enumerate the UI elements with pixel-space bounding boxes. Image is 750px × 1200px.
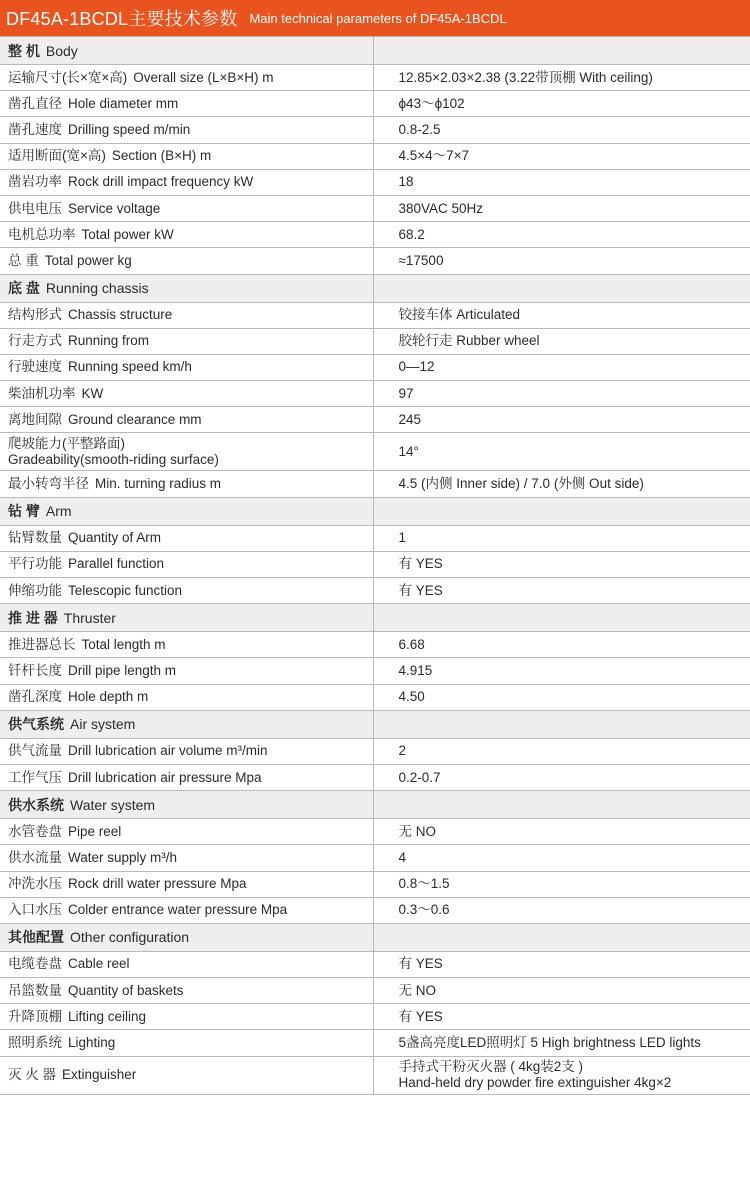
param-name-en: Min. turning radius m <box>95 476 222 492</box>
param-name-en: Lighting <box>68 1035 116 1051</box>
section-title-cn: 供气系统 <box>8 716 64 733</box>
param-name-cn: 升降顶棚 <box>8 1008 62 1024</box>
param-name-cell <box>0 1056 373 1094</box>
section-title-cn: 供水系统 <box>8 796 64 813</box>
param-value: 手持式干粉灭火器 ( 4kg装2支 ) <box>398 1059 584 1075</box>
section-title-cell <box>0 710 373 738</box>
param-value-cell <box>373 845 750 871</box>
param-value: 14° <box>398 443 419 459</box>
param-value: 4.915 <box>398 662 433 678</box>
table-row <box>0 433 750 471</box>
param-name-cn: 行走方式 <box>8 333 62 349</box>
table-row <box>0 951 750 977</box>
param-name-en: Running speed km/h <box>68 359 192 375</box>
param-value: ≈17500 <box>398 252 444 268</box>
table-row <box>0 381 750 407</box>
param-name-cell <box>0 819 373 845</box>
param-name-en: Pipe reel <box>68 823 122 839</box>
param-value-cell <box>373 632 750 658</box>
section-title-cell <box>0 791 373 819</box>
param-value: 无 NO <box>398 823 437 839</box>
section-value-cell <box>373 497 750 525</box>
param-name-cell <box>0 551 373 577</box>
table-row <box>0 978 750 1004</box>
param-value-cell <box>373 658 750 684</box>
param-name-cn: 吊篮数量 <box>8 982 62 998</box>
param-value: 18 <box>398 174 414 190</box>
param-value-cell <box>373 578 750 604</box>
param-name-cell <box>0 222 373 248</box>
param-name-en: Total length m <box>81 636 166 652</box>
section-value-cell <box>373 274 750 302</box>
table-row <box>0 525 750 551</box>
section-title-en: Arm <box>45 503 72 520</box>
param-value: 无 NO <box>398 982 437 998</box>
param-value-cell <box>373 951 750 977</box>
param-name-cell <box>0 328 373 354</box>
param-value-cell <box>373 551 750 577</box>
param-name-cell <box>0 738 373 764</box>
section-title-en: Thruster <box>63 609 116 626</box>
param-name-cn: 工作气压 <box>8 769 62 785</box>
param-name-en: Extinguisher <box>62 1067 137 1083</box>
param-value: 0.8-2.5 <box>398 121 441 137</box>
param-value-cell <box>373 978 750 1004</box>
param-value-cell <box>373 684 750 710</box>
param-value-cell <box>373 897 750 923</box>
param-name-cn: 伸缩功能 <box>8 582 62 598</box>
section-title-cell <box>0 923 373 951</box>
param-name-cn: 适用断面(宽×高) <box>8 148 106 164</box>
param-name-en: Drilling speed m/min <box>68 121 191 137</box>
table-row <box>0 1004 750 1030</box>
section-header <box>0 37 750 65</box>
param-name-cn: 钻臂数量 <box>8 530 62 546</box>
table-row <box>0 407 750 433</box>
param-value: 245 <box>398 411 422 427</box>
param-name-cell <box>0 169 373 195</box>
param-name-en: Water supply m³/h <box>68 849 178 865</box>
section-title-en: Other configuration <box>70 929 190 946</box>
param-value: 0.3～0.6 <box>398 902 450 918</box>
param-name-cn: 入口水压 <box>8 902 62 918</box>
param-name-en: Overall size (L×B×H) m <box>133 69 274 85</box>
section-header <box>0 274 750 302</box>
param-name-cn: 最小转弯半径 <box>8 476 89 492</box>
param-name-en: Section (B×H) m <box>111 148 212 164</box>
table-row <box>0 658 750 684</box>
param-value-cell <box>373 91 750 117</box>
param-value: 0.8～1.5 <box>398 876 450 892</box>
param-name-en: Lifting ceiling <box>68 1008 147 1024</box>
param-name-cn: 冲洗水压 <box>8 876 62 892</box>
param-value: 68.2 <box>398 226 425 242</box>
table-row <box>0 819 750 845</box>
param-name-en: Drill lubrication air pressure Mpa <box>68 769 262 785</box>
param-value-cell <box>373 819 750 845</box>
param-name-cell <box>0 248 373 274</box>
param-value-cell <box>373 407 750 433</box>
section-value-cell <box>373 923 750 951</box>
param-value-cell <box>373 195 750 221</box>
table-row <box>0 738 750 764</box>
param-value: 有 YES <box>398 582 443 598</box>
param-name-en: Rock drill water pressure Mpa <box>68 876 247 892</box>
param-name-en: Colder entrance water pressure Mpa <box>68 902 288 918</box>
param-name-en: Total power kg <box>44 252 132 268</box>
table-row <box>0 632 750 658</box>
table-row <box>0 684 750 710</box>
param-name-en: Drill pipe length m <box>68 662 177 678</box>
table-row <box>0 354 750 380</box>
table-row <box>0 143 750 169</box>
param-name-en: Service voltage <box>68 200 161 216</box>
param-name-cell <box>0 658 373 684</box>
param-name-cn: 水管卷盘 <box>8 823 62 839</box>
param-value-cell <box>373 433 750 471</box>
param-value: 5盏高亮度LED照明灯 5 High brightness LED lights <box>398 1035 701 1051</box>
param-name-en: Total power kW <box>81 226 174 242</box>
param-value: 12.85×2.03×2.38 (3.22带顶棚 With ceiling) <box>398 69 653 85</box>
param-value: 胶轮行走 Rubber wheel <box>398 333 540 349</box>
param-name-en: Running from <box>68 333 150 349</box>
param-value: ϕ43～ϕ102 <box>398 95 465 111</box>
section-title-cell <box>0 497 373 525</box>
param-name-cell <box>0 871 373 897</box>
table-row <box>0 1030 750 1056</box>
section-value-cell <box>373 37 750 65</box>
param-value: 1 <box>398 530 407 546</box>
page-title: DF45A-1BCDL主要技术参数 <box>6 9 238 29</box>
param-value-cell <box>373 525 750 551</box>
param-name-cn: 总 重 <box>8 252 39 268</box>
section-header <box>0 923 750 951</box>
table-row <box>0 551 750 577</box>
param-name-cn: 照明系统 <box>8 1035 62 1051</box>
param-name-cell <box>0 684 373 710</box>
param-name-cn: 钎杆长度 <box>8 662 62 678</box>
param-name-cn: 供气流量 <box>8 743 62 759</box>
param-value-cell <box>373 764 750 790</box>
param-value-cell <box>373 1004 750 1030</box>
param-name-en: Gradeability(smooth-riding surface) <box>8 451 219 467</box>
param-name-cell <box>0 951 373 977</box>
param-value-cell <box>373 381 750 407</box>
param-name-en: Hole depth m <box>68 689 149 705</box>
param-value: 2 <box>398 743 407 759</box>
param-name-cn: 离地间隙 <box>8 411 62 427</box>
param-name-en: Chassis structure <box>68 307 173 323</box>
param-name-cn: 凿孔深度 <box>8 689 62 705</box>
param-value: 97 <box>398 385 414 401</box>
param-name-cell <box>0 143 373 169</box>
param-name-cell <box>0 978 373 1004</box>
section-title-en: Air system <box>70 716 136 733</box>
param-value-cell <box>373 471 750 497</box>
param-value: 6.68 <box>398 636 425 652</box>
section-value-cell <box>373 604 750 632</box>
param-name-en: Hole diameter mm <box>68 95 179 111</box>
param-value-cell <box>373 354 750 380</box>
page-subtitle: Main technical parameters of DF45A-1BCDL <box>249 10 507 26</box>
table-row <box>0 471 750 497</box>
param-name-cn: 灭 火 器 <box>8 1067 57 1083</box>
param-name-cn: 运输尺寸(长×宽×高) <box>8 69 128 85</box>
table-row <box>0 169 750 195</box>
table-row <box>0 91 750 117</box>
param-name-cell <box>0 354 373 380</box>
section-header <box>0 604 750 632</box>
section-header <box>0 791 750 819</box>
param-value: 4 <box>398 849 407 865</box>
table-row <box>0 195 750 221</box>
table-row <box>0 65 750 91</box>
section-title-en: Running chassis <box>45 280 149 296</box>
section-title-cell <box>0 37 373 65</box>
param-value: 铰接车体 Articulated <box>398 307 521 323</box>
param-name-cell <box>0 117 373 143</box>
param-name-en: Rock drill impact frequency kW <box>68 174 254 190</box>
section-value-cell <box>373 791 750 819</box>
param-name-cn: 柴油机功率 <box>8 385 76 401</box>
param-name-en: Quantity of baskets <box>68 982 184 998</box>
param-name-cn: 供电电压 <box>8 200 62 216</box>
param-name-cn: 电机总功率 <box>8 226 76 242</box>
section-header <box>0 497 750 525</box>
param-name-en: Cable reel <box>68 956 130 972</box>
param-value: 4.5×4～7×7 <box>398 148 470 164</box>
param-name-cn: 平行功能 <box>8 556 62 572</box>
title-bar <box>0 0 750 36</box>
param-name-cn: 电缆卷盘 <box>8 956 62 972</box>
param-name-cell <box>0 632 373 658</box>
param-value: 4.50 <box>398 689 425 705</box>
table-row <box>0 764 750 790</box>
param-value-cell <box>373 65 750 91</box>
param-name-cn: 供水流量 <box>8 849 62 865</box>
section-title-cn: 钻 臂 <box>8 503 40 520</box>
section-title-cn: 底 盘 <box>8 280 40 296</box>
param-name-cn: 行驶速度 <box>8 359 62 375</box>
param-name-cell <box>0 1004 373 1030</box>
param-name-cell <box>0 845 373 871</box>
param-name-en: Parallel function <box>68 556 165 572</box>
param-value: 有 YES <box>398 1008 443 1024</box>
param-name-cn: 结构形式 <box>8 307 62 323</box>
param-name-cn: 凿孔速度 <box>8 121 62 137</box>
param-name-cell <box>0 381 373 407</box>
section-title-en: Water system <box>70 796 156 813</box>
param-value: 有 YES <box>398 956 443 972</box>
param-name-cell <box>0 471 373 497</box>
param-value-cell <box>373 302 750 328</box>
param-name-cell <box>0 302 373 328</box>
param-name-en: Telescopic function <box>68 582 183 598</box>
table-row <box>0 248 750 274</box>
spec-table <box>0 36 750 1095</box>
param-name-cell <box>0 433 373 471</box>
section-value-cell <box>373 710 750 738</box>
param-name-cell <box>0 195 373 221</box>
param-value-cell <box>373 117 750 143</box>
table-row <box>0 871 750 897</box>
param-value-cell <box>373 248 750 274</box>
section-title-cell <box>0 604 373 632</box>
param-value-cell <box>373 169 750 195</box>
table-row <box>0 328 750 354</box>
section-title-en: Body <box>45 42 78 59</box>
param-name-en: Drill lubrication air volume m³/min <box>68 743 268 759</box>
table-row <box>0 1056 750 1094</box>
param-value-cell <box>373 222 750 248</box>
table-row <box>0 302 750 328</box>
param-name-cell <box>0 525 373 551</box>
param-name-cn: 凿孔直径 <box>8 95 62 111</box>
param-name-cn: 爬坡能力(平整路面) <box>8 435 125 451</box>
param-name-en: Ground clearance mm <box>68 411 202 427</box>
param-value-en: Hand-held dry powder fire extinguisher 4kg×2 <box>398 1075 672 1091</box>
section-title-cn: 其他配置 <box>8 929 64 946</box>
param-value: 0.2-0.7 <box>398 769 441 785</box>
param-value-cell <box>373 738 750 764</box>
param-name-cell <box>0 578 373 604</box>
table-row <box>0 845 750 871</box>
param-name-cell <box>0 764 373 790</box>
param-value: 有 YES <box>398 556 443 572</box>
param-value-cell <box>373 143 750 169</box>
table-row <box>0 578 750 604</box>
section-title-cn: 推 进 器 <box>8 609 58 626</box>
param-name-cell <box>0 897 373 923</box>
param-value-cell <box>373 328 750 354</box>
param-name-cell <box>0 65 373 91</box>
section-title-cn: 整 机 <box>8 42 40 59</box>
section-title-cell <box>0 274 373 302</box>
param-name-cell <box>0 1030 373 1056</box>
table-row <box>0 222 750 248</box>
table-row <box>0 897 750 923</box>
param-value-cell <box>373 871 750 897</box>
param-name-cell <box>0 91 373 117</box>
section-header <box>0 710 750 738</box>
param-name-cell <box>0 407 373 433</box>
param-name-cn: 凿岩功率 <box>8 174 62 190</box>
param-name-en: KW <box>81 385 104 401</box>
param-value-cell <box>373 1030 750 1056</box>
param-value: 380VAC 50Hz <box>398 200 484 216</box>
param-value: 4.5 (内侧 Inner side) / 7.0 (外侧 Out side) <box>398 476 644 492</box>
table-row <box>0 117 750 143</box>
param-value: 0—12 <box>398 359 435 375</box>
param-value-cell <box>373 1056 750 1094</box>
param-name-en: Quantity of Arm <box>68 530 162 546</box>
param-name-cn: 推进器总长 <box>8 636 76 652</box>
